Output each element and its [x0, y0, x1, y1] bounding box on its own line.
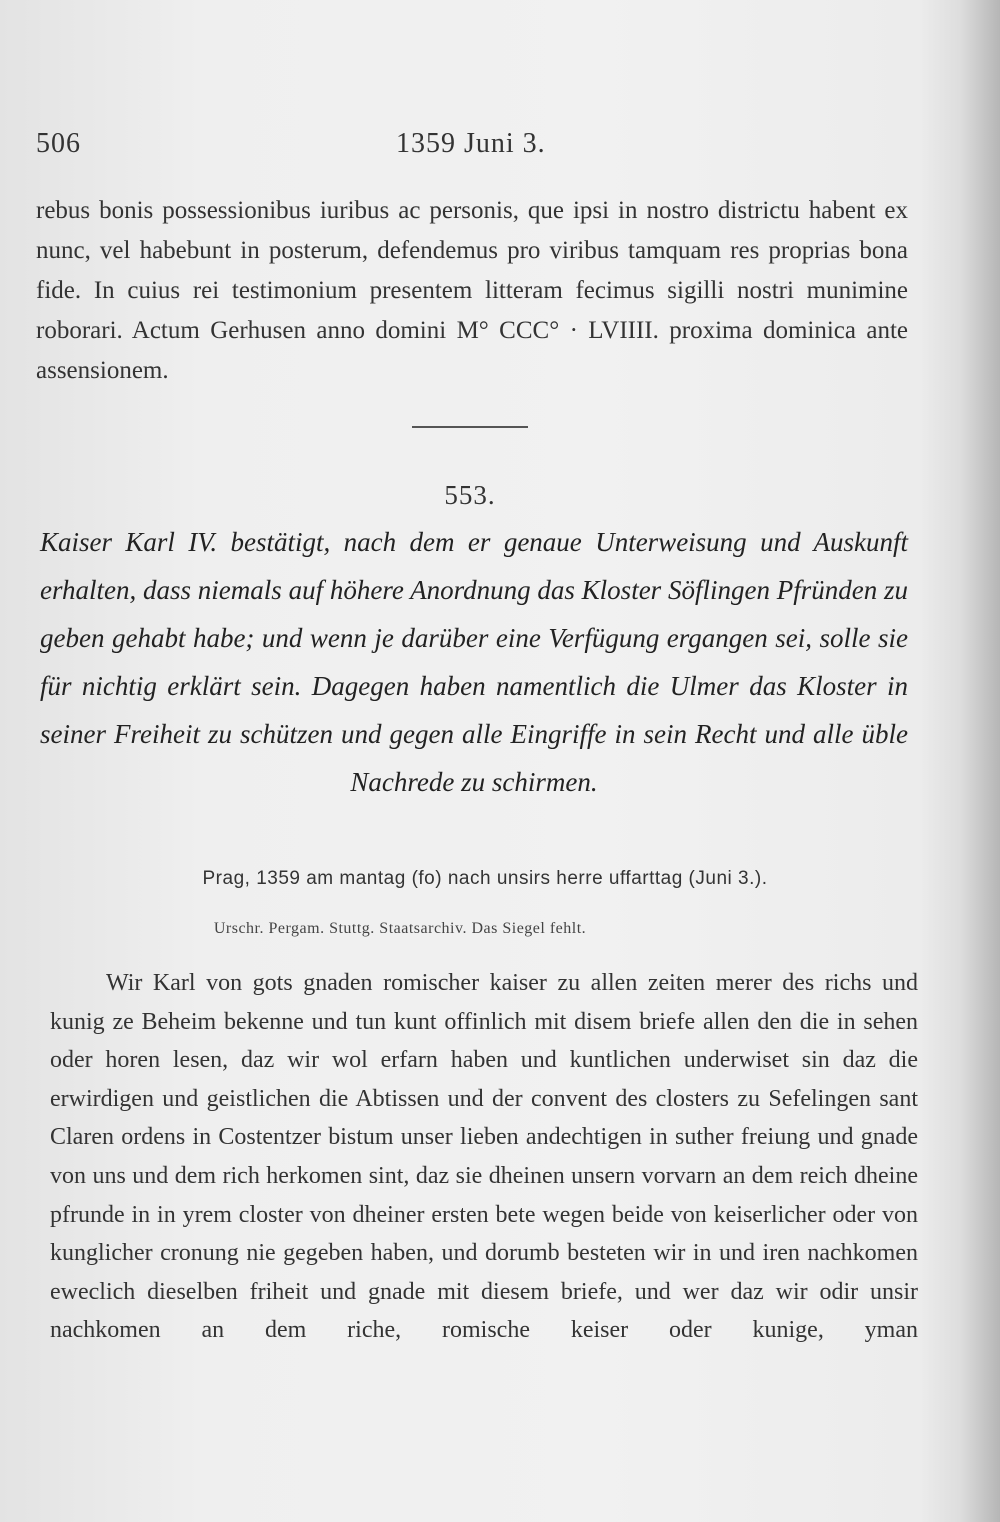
page-header	[36, 128, 964, 168]
section-divider	[412, 426, 528, 428]
dating-line: Prag, 1359 am mantag (fo) nach unsirs herre uffarttag (Juni 3.).	[202, 868, 768, 889]
preceding-document-text: rebus bonis possessionibus iuribus ac personis, que ipsi in nostro districtu habent ex nunc, vel habebunt in posterum, defendemus pro viribus tamquam res proprias bona fide. In cuius rei testimonium presentem litteram fecimus sigilli nostri munimine roborari. Actum Gerhusen anno domini M° CCC° · LVIIII. proxima dominica ante assensionem.	[36, 197, 908, 384]
page-edge-shadow	[960, 0, 1000, 1522]
charter-text: Wir Karl von gots gnaden romischer kaiser zu allen zeiten merer des richs und kunig ze Beheim bekenne und tun kunt offinlich mit disem briefe allen den die in sehen oder horen lesen, daz wir wol erfarn haben und kuntlichen underwiset sin daz die erwirdigen und geistlichen die Abtissen und der convent des closters zu Sefelingen sant Claren ordens in Costentzer bistum unser lieben andechtigen in suther freiung und gnade von uns und dem rich herkomen sint, daz sie dheinen unsern vorvarn an dem reich dheine pfrunde in in yrem closter von dheiner ersten bete wegen beide von keiserlicher oder von kunglicher cronung nie gegeben haben, und dorumb besteten wir in und iren nachkomen eweclich dieselben friheit und gnade mit diesem briefe, und wer daz wir odir unsir nachkomen an dem riche, romische keiser oder kunige, yman	[50, 970, 918, 1344]
document-number: 553.	[444, 480, 496, 510]
regest-summary: Kaiser Karl IV. bestätigt, nach dem er genaue Unterweisung und Auskunft erhalten, dass niemals auf höhere Anordnung das Kloster Söflingen Pfründen zu geben gehabt habe; und wenn je darüber eine Verfügung ergangen sei, solle sie für nichtig erklärt sein. Dagegen haben namentlich die Ulmer das Kloster in seiner Freiheit zu schützen und gegen alle Eingriffe in sein Recht und alle üble Nachrede zu schirmen.	[40, 527, 908, 797]
page-number: 506	[36, 128, 81, 159]
running-head: 1359 Juni 3.	[396, 128, 546, 159]
source-note: Urschr. Pergam. Stuttg. Staatsarchiv. Das Siegel fehlt.	[213, 920, 587, 937]
